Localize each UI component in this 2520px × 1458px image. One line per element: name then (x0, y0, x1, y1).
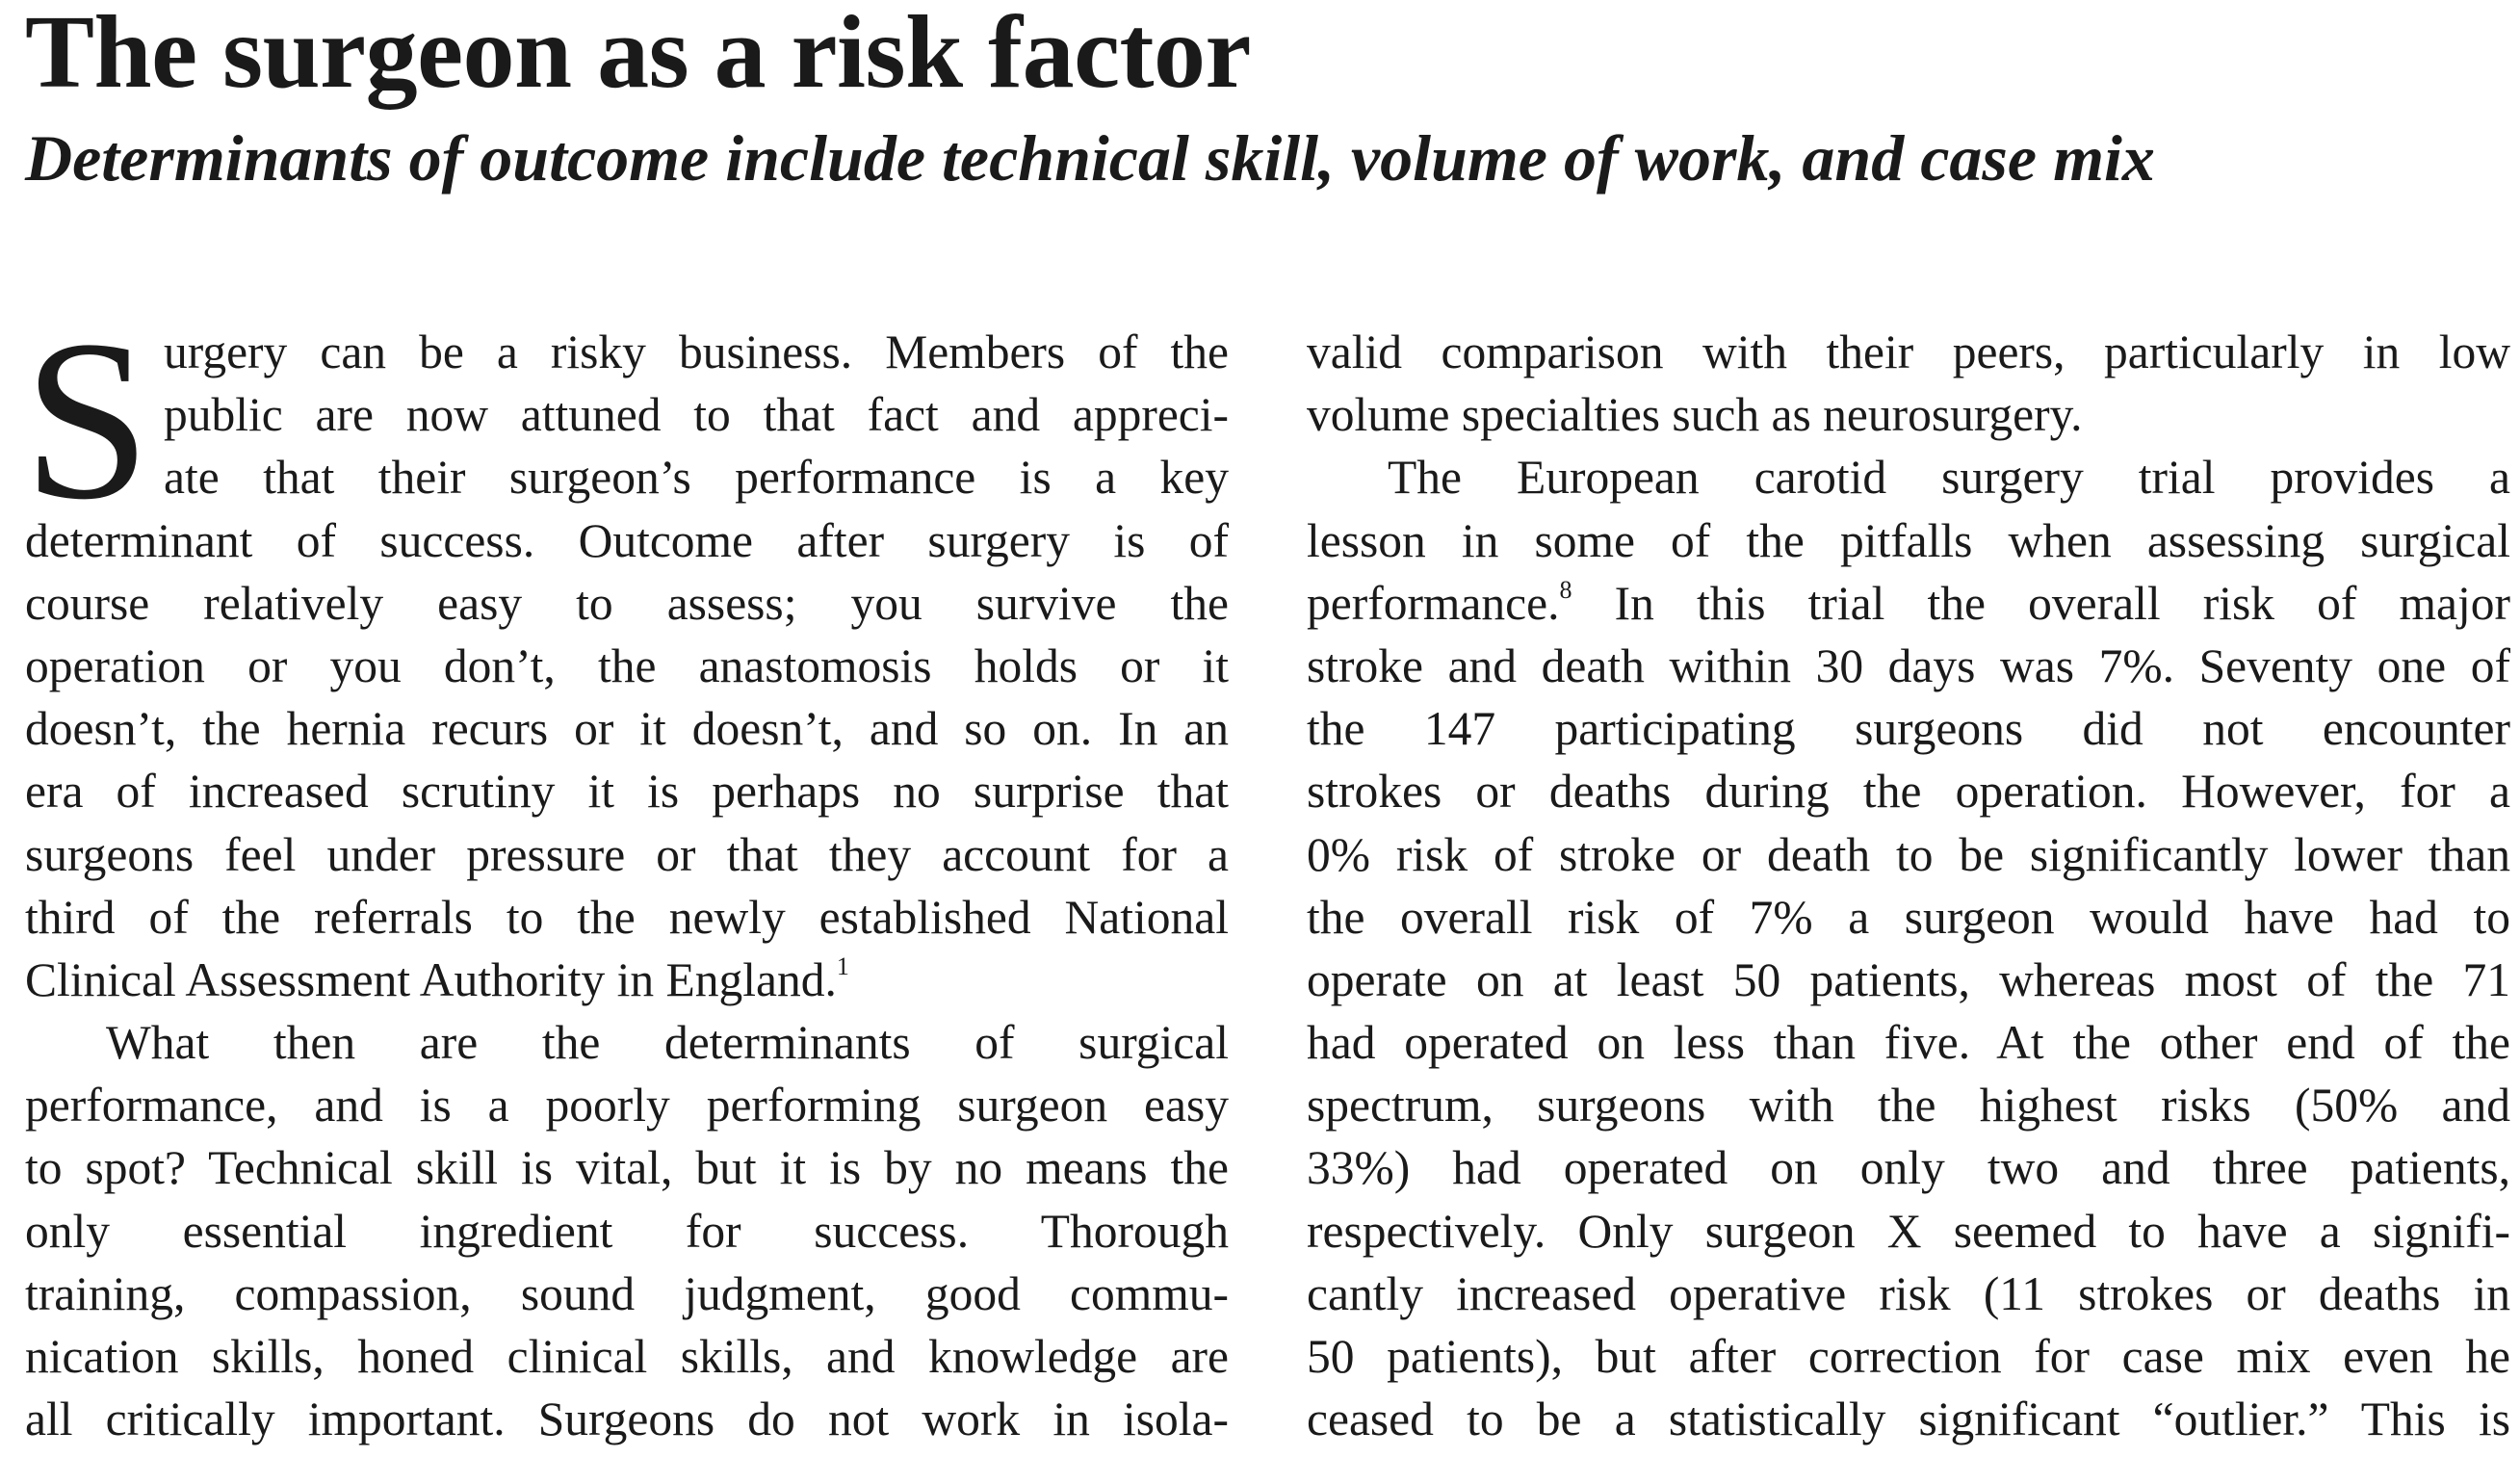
text-line: 33%) had operated on only two and three patients, (1307, 1141, 2510, 1195)
article-subtitle: Determinants of outcome include technical skill, volume of work, and case mix (25, 121, 2155, 195)
text-line: determinant of success. Outcome after surgery is of (25, 513, 1229, 567)
text-line: course relatively easy to assess; you survive the (25, 576, 1229, 630)
text-fragment: performance. (1307, 576, 1560, 630)
text-line: ceased to be a statistically significant “outlier.” This is (1307, 1393, 2510, 1446)
text-line: had operated on less than five. At the other end of the (1307, 1016, 2510, 1070)
text-line: volume specialties such as neurosurgery. (1307, 388, 2083, 442)
text-line: training, compassion, sound judgment, good commu- (25, 1266, 1229, 1320)
text-line (25, 949, 1229, 1011)
text-line: public are now attuned to that fact and appreci- (164, 388, 1229, 442)
text-line: strokes or deaths during the operation. However, for a (1307, 765, 2510, 819)
drop-cap: S (23, 294, 151, 547)
text-line: valid comparison with their peers, particularly in low (1307, 325, 2510, 378)
text-line (1307, 572, 2510, 635)
text-line: operate on at least 50 patients, whereas most of the 71 (1307, 952, 2510, 1006)
text-line: nication skills, honed clinical skills, and knowledge are (25, 1330, 1229, 1383)
text-line: era of increased scrutiny it is perhaps no surprise that (25, 765, 1229, 819)
text-line: performance, and is a poorly performing surgeon easy (25, 1079, 1229, 1133)
reference-8: 8 (1559, 575, 1572, 604)
article-title: The surgeon as a risk factor (25, 0, 1251, 110)
text-line: only essential ingredient for success. Thorough (25, 1204, 1229, 1258)
text-line: the 147 participating surgeons did not encounter (1307, 702, 2510, 756)
text-line: 50 patients), but after correction for case mix even he (1307, 1330, 2510, 1383)
text-line: doesn’t, the hernia recurs or it doesn’t, and so on. In an (25, 702, 1229, 756)
text-line: all critically important. Surgeons do not work in isola- (25, 1393, 1229, 1446)
left-column (23, 294, 1229, 1450)
text-fragment: In this trial the overall risk of major (1614, 576, 2510, 630)
text-line: What then are the determinants of surgical (106, 1016, 1229, 1070)
text-line: to spot? Technical skill is vital, but it is by no means the (25, 1141, 1229, 1195)
text-line: stroke and death within 30 days was 7%. Seventy one of (1307, 638, 2510, 692)
text-line: third of the referrals to the newly established National (25, 890, 1229, 944)
text-line: lesson in some of the pitfalls when assessing surgical (1307, 513, 2510, 567)
text-fragment: Clinical Assessment Authority in England. (25, 952, 837, 1006)
reference-1: 1 (836, 951, 849, 980)
text-line: spectrum, surgeons with the highest risks (50% and (1307, 1079, 2510, 1133)
right-column (1307, 321, 2510, 1450)
text-line: The European carotid surgery trial provides a (1388, 451, 2510, 505)
text-line: cantly increased operative risk (11 strokes or deaths in (1307, 1266, 2510, 1320)
text-line: the overall risk of 7% a surgeon would have had to (1307, 890, 2510, 944)
text-line: 0% risk of stroke or death to be significantly lower than (1307, 827, 2510, 881)
text-line: urgery can be a risky business. Members of the (164, 325, 1229, 378)
text-line: ate that their surgeon’s performance is a key (164, 451, 1229, 505)
text-line: operation or you don’t, the anastomosis holds or it (25, 638, 1229, 692)
text-line: respectively. Only surgeon X seemed to have a signifi- (1307, 1204, 2510, 1258)
text-line: surgeons feel under pressure or that they account for a (25, 827, 1229, 881)
